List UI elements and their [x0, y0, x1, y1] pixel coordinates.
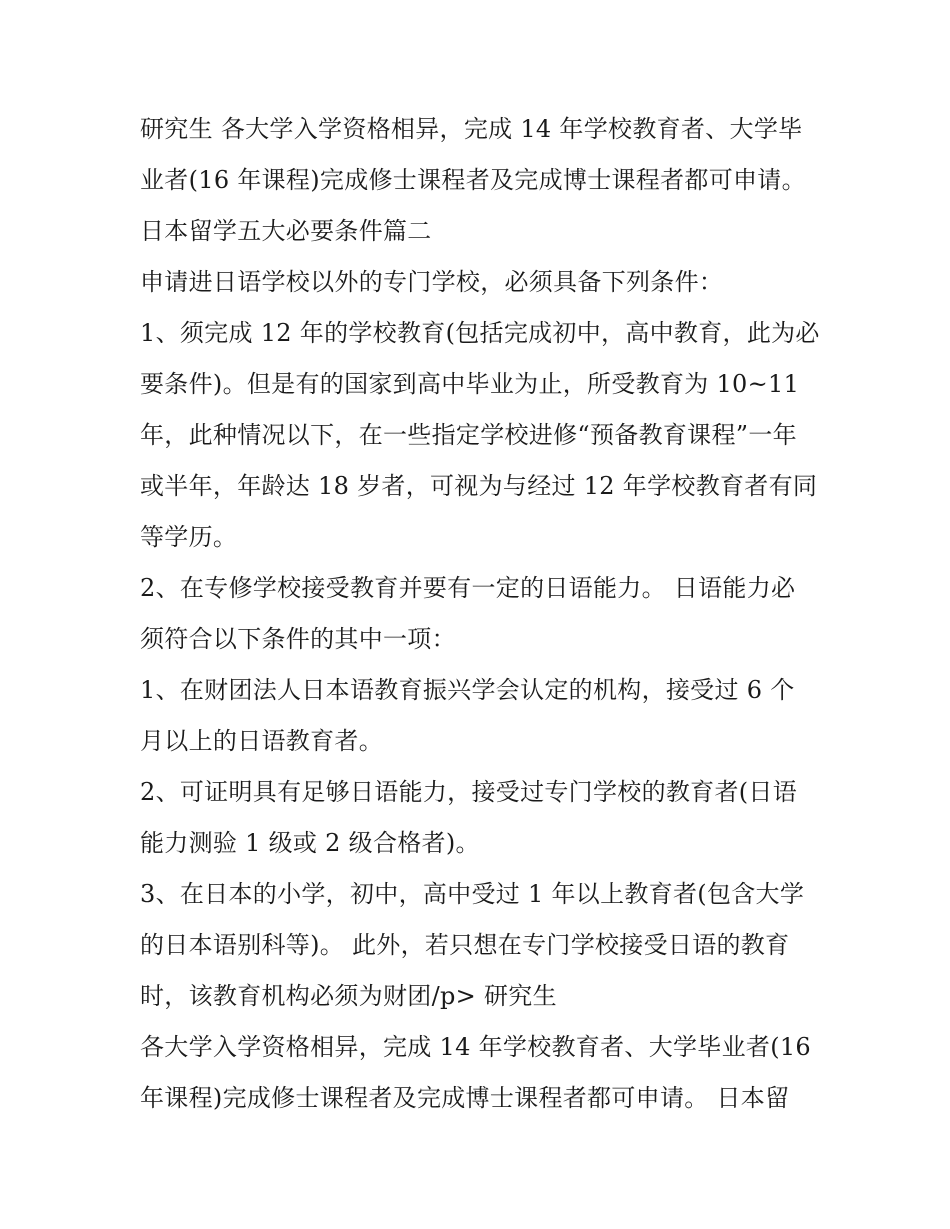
text-line: 2、可证明具有足够日语能力，接受过专门学校的教育者(日语 — [140, 778, 798, 806]
text-line: 等学历。 — [140, 523, 238, 551]
text-line: 业者(16 年课程)完成修士课程者及完成博士课程者都可申请。 — [140, 166, 806, 194]
document-body — [140, 104, 820, 1124]
text-line: 年课程)完成修士课程者及完成博士课程者都可申请。 日本留 — [140, 1084, 790, 1112]
text-line: 或半年，年龄达 18 岁者，可视为与经过 12 年学校教育者有同 — [140, 472, 818, 500]
text-line: 须符合以下条件的其中一项： — [140, 625, 456, 653]
text-line: 年，此种情况以下，在一些指定学校进修“预备教育课程”一年 — [140, 421, 797, 449]
text-line: 的日本语别科等)。 此外，若只想在专门学校接受日语的教育 — [140, 931, 790, 959]
text-line: 1、在财团法人日本语教育振兴学会认定的机构，接受过 6 个 — [140, 676, 795, 704]
text-line: 研究生 各大学入学资格相异，完成 14 年学校教育者、大学毕 — [140, 115, 803, 143]
text-line: 2、在专修学校接受教育并要有一定的日语能力。 日语能力必 — [140, 574, 796, 602]
text-line: 1、须完成 12 年的学校教育(包括完成初中，高中教育，此为必 — [140, 319, 820, 347]
text-line: 要条件)。但是有的国家到高中毕业为止，所受教育为 10~11 — [140, 370, 800, 398]
text-line: 月以上的日语教育者。 — [140, 727, 383, 755]
text-line: 各大学入学资格相异，完成 14 年学校教育者、大学毕业者(16 — [140, 1033, 811, 1061]
text-line: 时，该教育机构必须为财团/p> 研究生 — [140, 982, 557, 1010]
text-line: 申请进日语学校以外的专门学校，必须具备下列条件： — [140, 268, 724, 296]
section-heading: 日本留学五大必要条件篇二 — [140, 217, 432, 245]
text-line: 3、在日本的小学，初中，高中受过 1 年以上教育者(包含大学 — [140, 880, 805, 908]
text-line: 能力测验 1 级或 2 级合格者)。 — [140, 829, 480, 857]
